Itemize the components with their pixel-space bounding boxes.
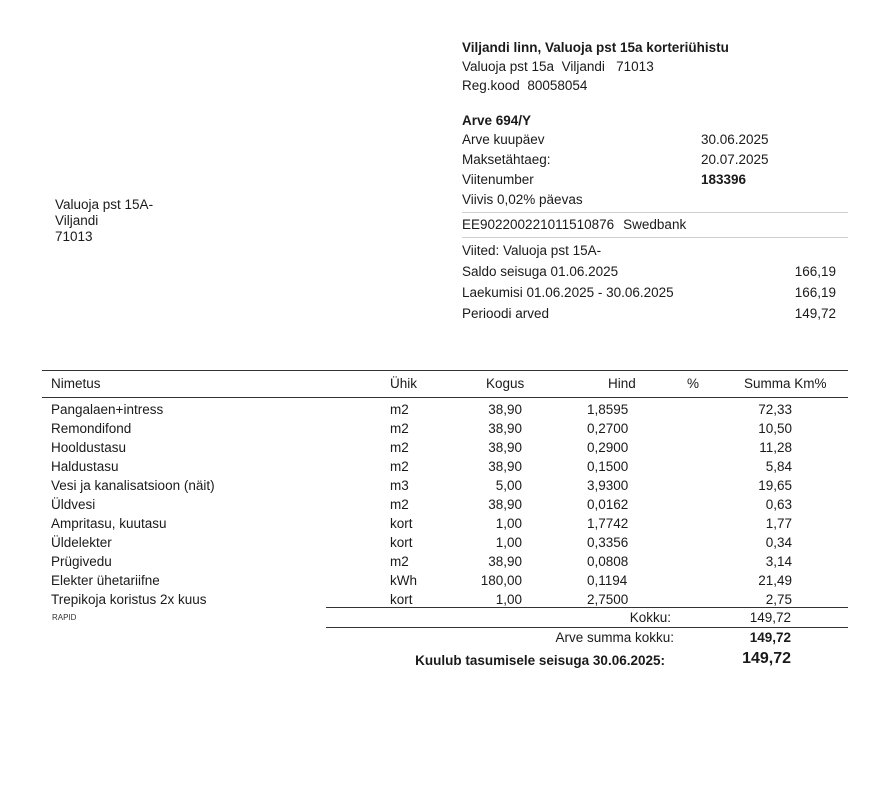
item-unit: kort — [390, 516, 413, 531]
due-date-label: Maksetähtaeg: — [462, 152, 551, 167]
item-qty: 38,90 — [488, 421, 522, 436]
item-price: 0,1194 — [587, 573, 628, 588]
items-table — [42, 370, 848, 609]
item-price: 1,8595 — [587, 402, 629, 417]
due-date: 20.07.2025 — [701, 152, 769, 167]
item-price: 2,7500 — [587, 592, 629, 607]
item-price: 0,1500 — [587, 459, 629, 474]
item-price: 1,7742 — [587, 516, 629, 531]
item-sum: 21,49 — [758, 573, 792, 588]
item-name: Prügivedu — [51, 554, 112, 569]
invoice-date-label: Arve kuupäev — [462, 132, 545, 147]
table-row — [42, 457, 848, 476]
item-price: 0,0162 — [587, 497, 629, 512]
item-unit: m2 — [390, 459, 409, 474]
item-unit: m2 — [390, 497, 409, 512]
issuer-reg-label: Reg.kood — [462, 78, 520, 93]
header-name: Nimetus — [51, 376, 101, 391]
invoice-total-amount: 149,72 — [749, 630, 791, 645]
item-qty: 38,90 — [488, 440, 522, 455]
item-qty: 38,90 — [488, 402, 522, 417]
issuer-city: Viljandi — [561, 59, 605, 74]
issuer-block — [462, 38, 729, 95]
recipient-postcode: 71013 — [55, 229, 93, 244]
item-sum: 19,65 — [758, 478, 792, 493]
invoice-date: 30.06.2025 — [701, 132, 769, 147]
header-price: Hind — [608, 376, 636, 391]
item-qty: 1,00 — [495, 592, 522, 607]
item-qty: 5,00 — [495, 478, 522, 493]
table-row — [42, 400, 848, 419]
item-name: Remondifond — [51, 421, 132, 436]
period-invoices-amount: 149,72 — [794, 306, 836, 321]
item-price: 3,9300 — [587, 478, 629, 493]
table-row — [42, 552, 848, 571]
issuer-street: Valuoja pst 15a — [462, 59, 555, 74]
receipts-label: Laekumisi 01.06.2025 - 30.06.2025 — [462, 285, 674, 300]
totals-divider-top — [326, 607, 848, 608]
item-unit: kWh — [390, 573, 417, 588]
item-unit: m2 — [390, 554, 409, 569]
item-name: Hooldustasu — [51, 440, 127, 455]
table-row — [42, 476, 848, 495]
recipient-street: Valuoja pst 15A- — [55, 197, 154, 212]
invoice-details — [462, 111, 848, 324]
item-price: 0,3356 — [587, 535, 629, 550]
item-sum: 2,75 — [765, 592, 792, 607]
bank-account-row — [462, 212, 848, 238]
item-price: 0,2900 — [587, 440, 629, 455]
table-row — [42, 419, 848, 438]
header-pct: % — [687, 376, 700, 391]
item-qty: 1,00 — [495, 516, 522, 531]
balance-label: Saldo seisuga 01.06.2025 — [462, 264, 619, 279]
payable-label: Kuulub tasumisele seisuga 30.06.2025: — [415, 653, 665, 668]
issuer-name: Viljandi linn, Valuoja pst 15a korteriühistu — [462, 40, 729, 55]
header-qty: Kogus — [486, 376, 525, 391]
header-unit: Ühik — [390, 376, 418, 391]
item-sum: 1,77 — [765, 516, 792, 531]
table-row — [42, 438, 848, 457]
table-row — [42, 495, 848, 514]
period-invoices-row — [462, 303, 848, 324]
rapid-mark: RAPID — [52, 613, 77, 622]
item-qty: 180,00 — [480, 573, 522, 588]
item-name: Pangalaen+intress — [51, 402, 164, 417]
iban: EE902200221011510876 — [462, 217, 615, 232]
header-sum: Summa Km% — [744, 376, 827, 391]
item-qty: 38,90 — [488, 459, 522, 474]
item-name: Üldelekter — [51, 535, 112, 550]
issuer-reg-code: 80058054 — [527, 78, 588, 93]
receipts-row — [462, 282, 848, 303]
receipts-amount: 166,19 — [794, 285, 836, 300]
item-unit: kort — [390, 535, 413, 550]
item-sum: 3,14 — [765, 554, 792, 569]
invoice-date-row — [462, 130, 848, 150]
item-sum: 5,84 — [765, 459, 792, 474]
item-qty: 38,90 — [488, 554, 522, 569]
recipient-city: Viljandi — [55, 213, 99, 228]
item-name: Vesi ja kanalisatsioon (näit) — [51, 478, 215, 493]
bank-name: Swedbank — [623, 217, 687, 232]
reference-number-label: Viitenumber — [462, 172, 534, 187]
invoice-total-label: Arve summa kokku: — [555, 630, 674, 645]
table-row — [42, 514, 848, 533]
table-row — [42, 571, 848, 590]
penalty-text: Viivis 0,02% päevas — [462, 192, 583, 207]
item-unit: m2 — [390, 421, 409, 436]
item-name: Üldvesi — [51, 497, 96, 512]
due-date-row — [462, 150, 848, 170]
item-name: Trepikoja koristus 2x kuus — [51, 592, 207, 607]
table-body — [42, 398, 848, 609]
period-invoices-label: Perioodi arved — [462, 306, 550, 321]
item-qty: 38,90 — [488, 497, 522, 512]
item-price: 0,0808 — [587, 554, 629, 569]
item-sum: 0,63 — [765, 497, 792, 512]
item-qty: 1,00 — [495, 535, 522, 550]
item-price: 0,2700 — [587, 421, 629, 436]
invoice-title: Arve 694/Y — [462, 113, 532, 128]
item-name: Ampritasu, kuutasu — [51, 516, 167, 531]
issuer-reg — [462, 76, 729, 95]
item-sum: 0,34 — [765, 535, 792, 550]
item-unit: kort — [390, 592, 413, 607]
table-header — [42, 370, 848, 398]
recipient-block — [55, 197, 153, 245]
reference-number: 183396 — [701, 172, 747, 187]
issuer-postcode: 71013 — [616, 59, 654, 74]
table-row — [42, 533, 848, 552]
penalty-row — [462, 190, 848, 210]
item-unit: m2 — [390, 402, 409, 417]
item-unit: m2 — [390, 440, 409, 455]
item-sum: 10,50 — [758, 421, 792, 436]
total-label: Kokku: — [629, 610, 671, 625]
item-name: Elekter ühetariifne — [51, 573, 160, 588]
balance-row — [462, 261, 848, 282]
reference-number-row — [462, 170, 848, 190]
item-sum: 72,33 — [758, 402, 792, 417]
item-name: Haldustasu — [51, 459, 119, 474]
item-sum: 11,28 — [759, 440, 792, 455]
references-row: Viited: Valuoja pst 15A- — [462, 243, 602, 258]
totals-divider-bottom — [326, 627, 848, 628]
total-amount: 149,72 — [749, 610, 791, 625]
issuer-address — [462, 57, 729, 76]
item-unit: m3 — [390, 478, 409, 493]
payable-amount: 149,72 — [742, 650, 791, 667]
balance-amount: 166,19 — [794, 264, 836, 279]
